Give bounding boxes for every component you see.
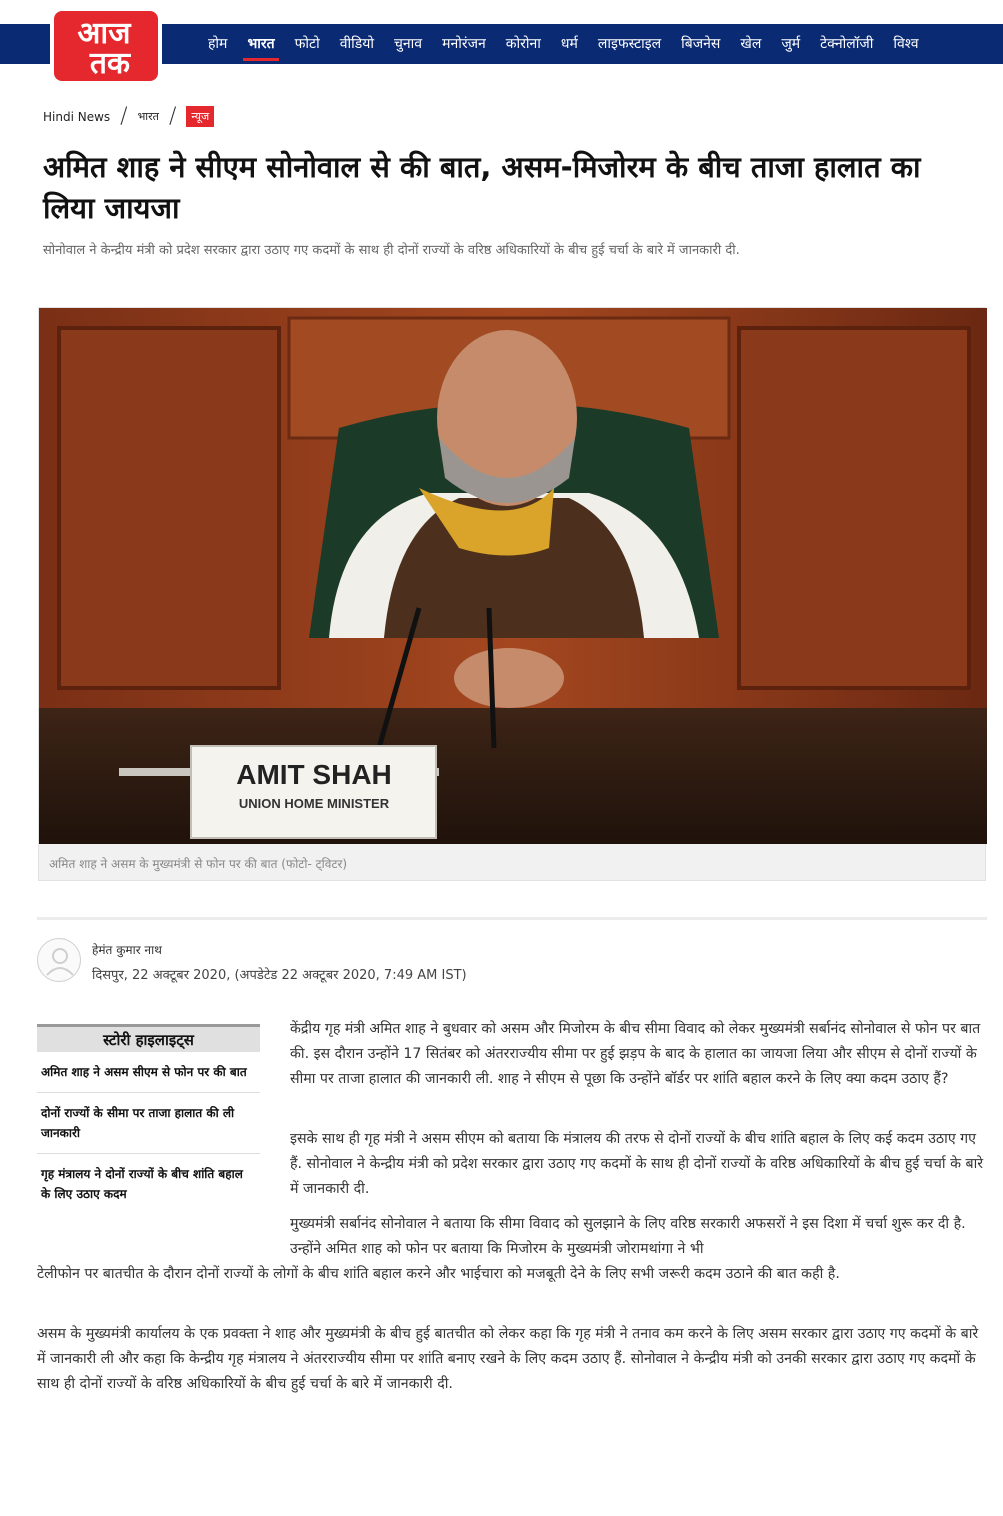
highlight-item: अमित शाह ने असम सीएम से फोन पर की बात [37,1052,260,1093]
article-paragraph: केंद्रीय गृह मंत्री अमित शाह ने बुधवार को असम और मिजोरम के बीच सीमा विवाद को लेकर मुख्यमंत्री सर्बानंद सोनोवाल से फोन पर बात की. इस दौरान उन्होंने 17 सितंबर को अंतरराज्यीय सीमा पर हुई झड़प के बाद के हालात का जायजा लिया और सीएम से दोनों राज्यों के सीमा पर ताजा हालात की जानकारी ली. शाह ने सीएम से पूछा कि उन्होंने बॉर्डर पर शांति बहाल करने के लिए क्या कदम उठाए हैं? [290,1021,981,1087]
breadcrumb [43,104,214,129]
highlight-item: दोनों राज्यों के सीमा पर ताजा हालात की ली जानकारी [37,1093,260,1154]
breadcrumb-separator: / [168,104,177,129]
author-avatar[interactable] [37,938,81,982]
highlight-item: गृह मंत्रालय ने दोनों राज्यों के बीच शांति बहाल के लिए उठाए कदम [41,1167,243,1201]
page-title: अमित शाह ने सीएम सोनोवाल से की बात, असम-मिजोरम के बीच ताजा हालात का लिया जायजा [43,150,921,225]
hero-photo [39,308,987,844]
nav-item-bharat[interactable]: भारत [239,24,282,64]
logo-line2: तक [89,46,131,81]
image-caption: अमित शाह ने असम के मुख्यमंत्री से फोन पर की बात (फोटो- ट्विटर) [49,857,348,871]
article-summary: सोनोवाल ने केन्द्रीय मंत्री को प्रदेश सरकार द्वारा उठाए गए कदमों के साथ ही दोनों राज्यों के वरिष्ठ अधिकारियों के बीच हुई चर्चा के बारे में जानकारी दी. [43,243,740,258]
nav-item-corona[interactable]: कोरोना [505,36,541,52]
story-highlights [37,1024,260,1214]
aajtak-logo[interactable] [46,3,166,89]
user-icon [38,939,81,982]
hero-image [38,307,986,881]
breadcrumb-home[interactable]: Hindi News [43,109,111,124]
logo-line1: आज [77,16,131,51]
nav-item-home[interactable]: होम [208,36,228,52]
nav-item-lifestyle[interactable]: लाइफस्टाइल [597,36,662,52]
nav-item-technology[interactable]: टेक्नोलॉजी [820,36,874,52]
nav-item-religion[interactable]: धर्म [560,36,578,52]
breadcrumb-section[interactable]: भारत [137,110,159,123]
nav-item-sports[interactable]: खेल [740,36,762,52]
content-divider [37,917,987,920]
dateline: दिसपुर, 22 अक्टूबर 2020, (अपडेटेड 22 अक्टूबर 2020, 7:49 AM IST) [92,968,467,983]
main-nav [200,24,931,64]
article-paragraph-continued: टेलीफोन पर बातचीत के दौरान दोनों राज्यों के लोगों के बीच शांति बहाल करने और भाईचारा को मजबूती देने के लिए सभी जरूरी कदम उठाने की बात कही है. [37,1266,840,1282]
breadcrumb-tag[interactable]: न्यूज [186,106,214,127]
article-paragraph: असम के मुख्यमंत्री कार्यालय के एक प्रवक्ता ने शाह और मुख्यमंत्री के बीच हुई बातचीत को लेकर कहा कि गृह मंत्री ने तनाव कम करने के लिए असम सरकार द्वारा उठाए गए कदमों के बारे में जानकारी ली और कहा कि केन्द्रीय गृह मंत्रालय ने अंतरराज्यीय सीमा पर शांति बनाए रखने के लिए कदम उठाए हैं. सोनोवाल ने केन्द्रीय मंत्री को उनकी सरकार द्वारा उठाए गए कदमों के साथ ही दोनों राज्यों के वरिष्ठ अधिकारियों के बीच हुई चर्चा के बारे में जानकारी दी. [37,1326,979,1392]
article-paragraph: मुख्यमंत्री सर्बानंद सोनोवाल ने बताया कि सीमा विवाद को सुलझाने के लिए वरिष्ठ सरकारी अफसरों ने इस दिशा में चर्चा शुरू कर दी है. उन्होंने अमित शाह को फोन पर बताया कि मिजोरम के मुख्यमंत्री जोरामथांगा ने भी [290,1216,966,1257]
nav-item-business[interactable]: बिजनेस [681,36,721,52]
article-paragraph: इसके साथ ही गृह मंत्री ने असम सीएम को बताया कि मंत्रालय की तरफ से दोनों राज्यों के बीच शांति बहाल के लिए कई कदम उठाए गए हैं. सोनोवाल ने केन्द्रीय मंत्री को प्रदेश सरकार द्वारा उठाए गए कदमों के साथ ही दोनों राज्यों के वरिष्ठ अधिकारियों के बीच हुई चर्चा के बारे में जानकारी दी. [290,1131,984,1197]
nav-item-entertainment[interactable]: मनोरंजन [442,36,486,52]
highlights-title: स्टोरी हाइलाइट्स [37,1024,260,1052]
nav-item-election[interactable]: चुनाव [394,36,423,52]
nav-item-world[interactable]: विश्व [893,36,919,52]
nameplate-name: AMIT SHAH [236,759,392,790]
nav-item-video[interactable]: वीडियो [339,36,375,52]
aajtak-logo-mark [46,3,166,89]
breadcrumb-separator: / [120,104,128,129]
nav-item-crime[interactable]: जुर्म [781,36,801,52]
nameplate [191,746,436,838]
nameplate-title: UNION HOME MINISTER [238,796,390,811]
nav-item-photo[interactable]: फोटो [294,36,320,52]
author-name[interactable]: हेमंत कुमार नाथ [92,943,162,957]
